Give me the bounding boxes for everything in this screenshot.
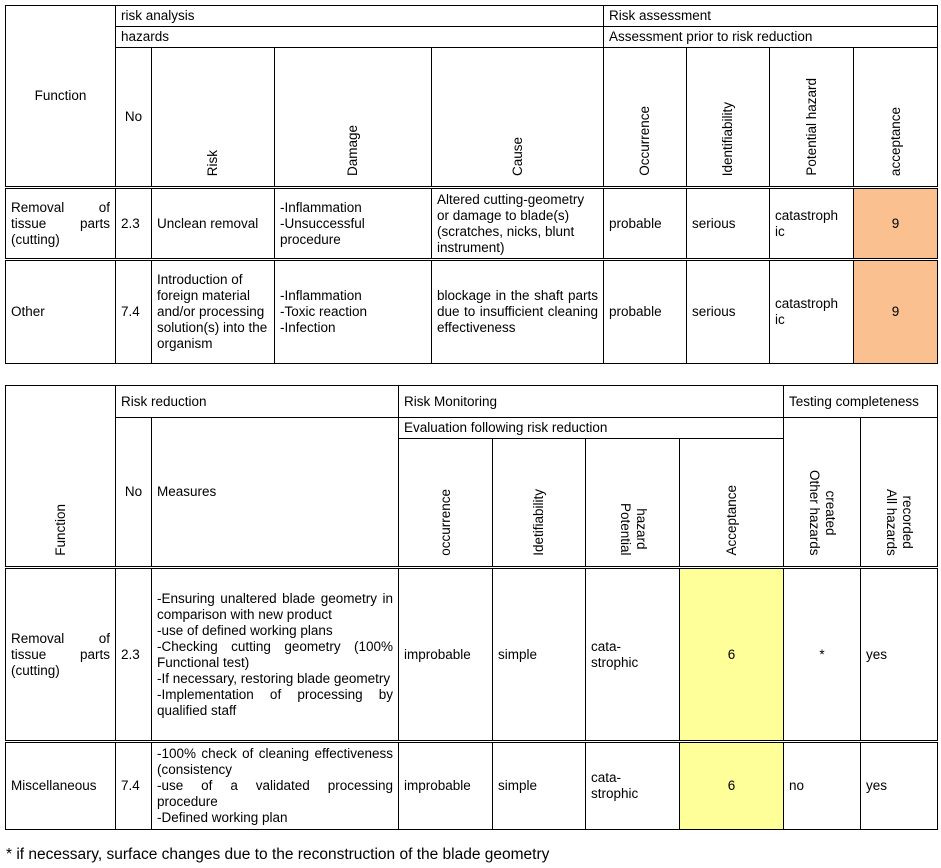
row-occurrence: probable xyxy=(604,188,687,260)
row-acceptance: 9 xyxy=(854,188,938,260)
function-header: Function xyxy=(6,386,116,568)
row-cause: Altered cutting-geometry or damage to blade(s) (scratches, nicks, blunt instrument) xyxy=(432,188,604,260)
row-no: 7.4 xyxy=(116,742,152,830)
acceptance-header: acceptance xyxy=(854,48,938,188)
other-hazards-header: Other hazards created xyxy=(784,418,861,568)
potential-hazard-header: Potential hazard xyxy=(586,439,680,568)
row-function: Other xyxy=(6,260,116,364)
risk-reduction-header: Risk reduction xyxy=(116,386,399,418)
row-identifiability: serious xyxy=(687,260,770,364)
footnote: * if necessary, surface changes due to the reconstruction of the blade geometry xyxy=(6,846,550,863)
risk-analysis-header: risk analysis xyxy=(116,6,604,27)
row-function: Removal of tissue parts (cutting) xyxy=(6,188,116,260)
row-occurrence: improbable xyxy=(399,742,493,830)
identifiability-header: Identifiability xyxy=(687,48,770,188)
potential-hazard-header: Potential hazard xyxy=(770,48,854,188)
row-measures: -100% check of cleaning effectiveness (consistency -use of a validated processing procedure -Defined working plan xyxy=(152,742,399,830)
occurrence-header: Occurrence xyxy=(604,48,687,188)
no-header: No xyxy=(116,48,152,188)
row-no: 2.3 xyxy=(116,188,152,260)
row-occurrence: probable xyxy=(604,260,687,364)
assessment-prior-header: Assessment prior to risk reduction xyxy=(604,27,938,48)
row-identifiability: serious xyxy=(687,188,770,260)
row-potential-hazard: catastroph ic xyxy=(770,260,854,364)
identifiability-header: Idetifiability xyxy=(493,439,586,568)
row-acceptance: 9 xyxy=(854,260,938,364)
row-acceptance: 6 xyxy=(680,742,784,830)
table-row xyxy=(6,742,938,830)
row-occurrence: improbable xyxy=(399,568,493,742)
row-function: Miscellaneous xyxy=(6,742,116,830)
table-row xyxy=(6,260,938,364)
function-header: Function xyxy=(6,6,116,188)
row-risk: Introduction of foreign material and/or processing solution(s) into the organism xyxy=(152,260,275,364)
row-other-hazards: no xyxy=(784,742,861,830)
risk-header: Risk xyxy=(152,48,275,188)
occurrence-header: occurrence xyxy=(399,439,493,568)
risk-reduction-table xyxy=(5,385,938,830)
row-all-hazards: yes xyxy=(861,742,938,830)
row-potential-hazard: cata- strophic xyxy=(586,568,680,742)
risk-monitoring-header: Risk Monitoring xyxy=(399,386,784,418)
row-acceptance: 6 xyxy=(680,568,784,742)
row-risk: Unclean removal xyxy=(152,188,275,260)
row-other-hazards: * xyxy=(784,568,861,742)
row-measures: -Ensuring unaltered blade geometry in comparison with new product -use of defined working plans -Checking cutting geometry (100% Functional test) -If necessary, restoring blade geometry -Implementation of processing by qualified staff xyxy=(152,568,399,742)
row-identifiability: simple xyxy=(493,742,586,830)
table-row xyxy=(6,188,938,260)
hazards-header: hazards xyxy=(116,27,604,48)
row-no: 2.3 xyxy=(116,568,152,742)
cause-header: Cause xyxy=(432,48,604,188)
all-hazards-header: All hazards recorded xyxy=(861,418,938,568)
no-header: No xyxy=(116,418,152,568)
row-no: 7.4 xyxy=(116,260,152,364)
damage-header: Damage xyxy=(275,48,432,188)
acceptance-header: Acceptance xyxy=(680,439,784,568)
measures-header: Measures xyxy=(152,418,399,568)
testing-completeness-header: Testing completeness xyxy=(784,386,938,418)
table-row xyxy=(6,568,938,742)
row-identifiability: simple xyxy=(493,568,586,742)
row-all-hazards: yes xyxy=(861,568,938,742)
row-potential-hazard: cata- strophic xyxy=(586,742,680,830)
risk-analysis-table xyxy=(5,5,938,364)
row-cause: blockage in the shaft parts due to insufficient cleaning effectiveness xyxy=(432,260,604,364)
row-function: Removal of tissue parts (cutting) xyxy=(6,568,116,742)
row-damage: -Inflammation -Toxic reaction -Infection xyxy=(275,260,432,364)
risk-assessment-header: Risk assessment xyxy=(604,6,938,27)
row-damage: -Inflammation -Unsuccessful procedure xyxy=(275,188,432,260)
evaluation-following-header: Evaluation following risk reduction xyxy=(399,418,784,439)
row-potential-hazard: catastroph ic xyxy=(770,188,854,260)
